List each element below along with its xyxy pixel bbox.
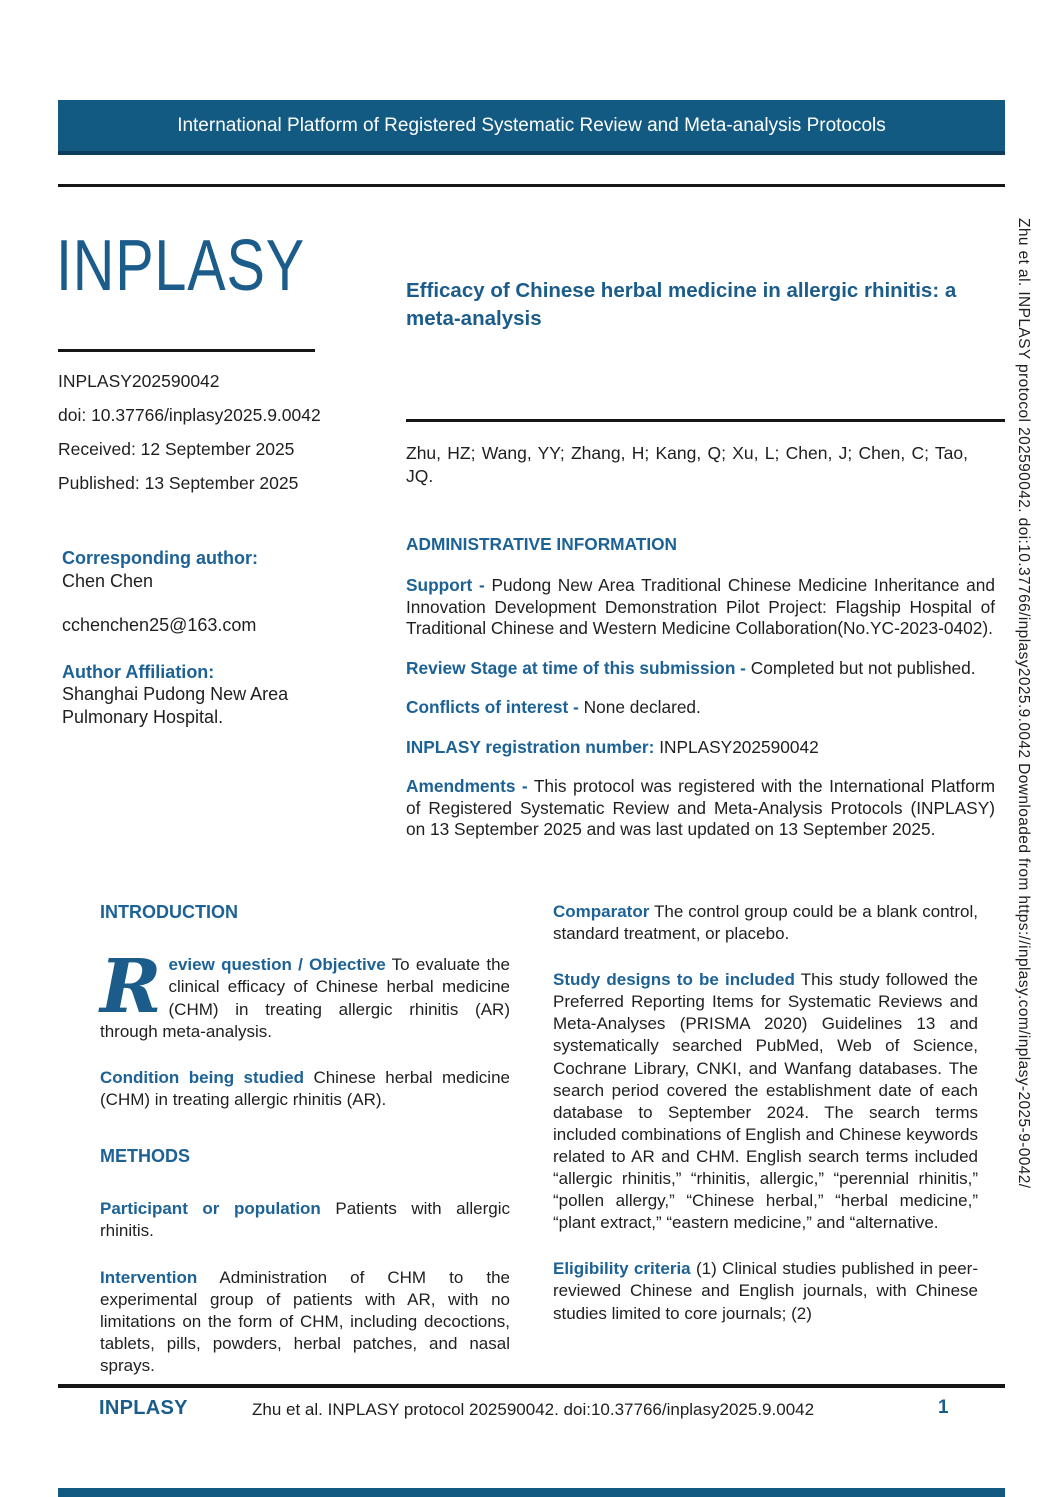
introduction-heading: INTRODUCTION	[100, 902, 238, 922]
eligibility-text: (1) Clinical studies published in peer-reviewed Chinese and English journals, with Chinese studies limited to core journals; (2)	[553, 1259, 978, 1323]
study-designs-paragraph	[553, 969, 978, 1234]
review-question-paragraph	[100, 944, 510, 1042]
top-divider	[58, 184, 1005, 187]
title-divider	[406, 419, 1005, 422]
admin-support	[406, 575, 995, 639]
body-right-column	[553, 901, 978, 1349]
admin-amendments-label: Amendments -	[406, 776, 528, 797]
participant-label: Participant or population	[100, 1199, 321, 1219]
admin-review-stage	[406, 658, 995, 679]
comparator-label: Comparator	[553, 902, 650, 921]
protocol-meta	[58, 371, 321, 507]
admin-amendments-text: This protocol was registered with the International Platform of Registered Systematic Review and Meta-Analysis Protocols (INPLASY) on 13 September 2025 and was last updated on 13 September 2025.	[406, 776, 995, 839]
condition-label: Condition being studied	[100, 1067, 304, 1087]
platform-banner	[58, 100, 1005, 155]
vertical-margin-citation: Zhu et al. INPLASY protocol 202590042. doi:10.37766/inplasy2025.9.0042 Downloaded from https://inplasy.com/inplasy-2025-9-0042/	[1015, 218, 1032, 1189]
admin-amendments	[406, 776, 995, 840]
intervention-paragraph	[100, 1267, 510, 1377]
registration-id: INPLASY202590042	[58, 371, 220, 391]
footer-inplasy-logo: INPLASY	[99, 1397, 188, 1419]
admin-registration	[406, 737, 995, 758]
condition-paragraph	[100, 1067, 510, 1111]
condition-text: Chinese herbal medicine (CHM) in treating allergic rhinitis (AR).	[100, 1067, 510, 1109]
intervention-label: Intervention	[100, 1267, 198, 1287]
affiliation-value: Shanghai Pudong New Area Pulmonary Hospital.	[62, 684, 289, 727]
bottom-blue-band	[58, 1488, 1005, 1497]
inplasy-logo: INPLASY	[56, 226, 305, 306]
review-question-label: eview question / Objective	[168, 955, 386, 975]
admin-conflicts	[406, 697, 995, 718]
received-line: Received: 12 September 2025	[58, 439, 295, 459]
admin-conflicts-text: None declared.	[583, 697, 701, 718]
author-list: Zhu, HZ; Wang, YY; Zhang, H; Kang, Q; Xu, L; Chen, J; Chen, C; Tao, JQ.	[406, 443, 968, 486]
logo-divider	[58, 349, 315, 352]
corresponding-author-email: cchenchen25@163.com	[62, 615, 257, 635]
doi-line: doi: 10.37766/inplasy2025.9.0042	[58, 405, 321, 425]
administrative-information	[406, 534, 995, 858]
admin-review-stage-text: Completed but not published.	[750, 657, 976, 678]
admin-review-stage-label: Review Stage at time of this submission -	[406, 657, 746, 678]
admin-support-text: Pudong New Area Traditional Chinese Medicine Inheritance and Innovation Development Demonstration Pilot Project: Flagship Hospital of Traditional Chinese and Western Medicine Collaboration(No.YC-2023-0402).	[406, 575, 995, 639]
body-left-column	[100, 901, 510, 1401]
admin-heading: ADMINISTRATIVE INFORMATION	[406, 534, 678, 554]
eligibility-label: Eligibility criteria	[553, 1259, 691, 1279]
corresponding-author-name: Chen Chen	[62, 570, 154, 591]
study-designs-label: Study designs to be included	[553, 970, 795, 990]
article-title: Efficacy of Chinese herbal medicine in allergic rhinitis: a meta-analysis	[406, 279, 957, 331]
published-line: Published: 13 September 2025	[58, 473, 299, 493]
platform-banner-text: International Platform of Registered Systematic Review and Meta-analysis Protocols	[177, 114, 886, 136]
correspondence-block	[62, 547, 352, 728]
affiliation-label: Author Affiliation:	[62, 661, 215, 682]
methods-heading: METHODS	[100, 1145, 190, 1166]
admin-registration-text: INPLASY202590042	[659, 736, 819, 757]
comparator-text: The control group could be a blank control, standard treatment, or placebo.	[553, 902, 978, 944]
intervention-text: Administration of CHM to the experimental group of patients with AR, with no limitations on the form of CHM, including decoctions, tablets, pills, powders, herbal patches, and nasal sprays.	[100, 1267, 510, 1375]
participant-paragraph	[100, 1198, 510, 1242]
admin-support-label: Support -	[406, 575, 485, 596]
footer-citation: Zhu et al. INPLASY protocol 202590042. doi:10.37766/inplasy2025.9.0042	[252, 1400, 815, 1419]
eligibility-paragraph	[553, 1258, 978, 1324]
corresponding-author-label: Corresponding author:	[62, 548, 258, 568]
admin-conflicts-label: Conflicts of interest -	[406, 697, 579, 718]
admin-registration-label: INPLASY registration number:	[406, 736, 655, 757]
review-question-text: To evaluate the clinical efficacy of Chinese herbal medicine (CHM) in treating allergic rhinitis (AR) through meta-analysis.	[100, 955, 510, 1041]
footer-divider	[58, 1384, 1005, 1388]
footer-page-number: 1	[938, 1397, 949, 1418]
comparator-paragraph	[553, 901, 978, 945]
participant-text: Patients with allergic rhinitis.	[100, 1199, 510, 1241]
dropcap-letter: R	[100, 944, 162, 1031]
study-designs-text: This study followed the Preferred Reporting Items for Systematic Reviews and Meta-Analyses (PRISMA 2020) Guidelines 13 and systematically searched PubMed, Web of Science, Cochrane Library, CNKI, and Wanfang databases. The search period covered the establishment date of each database to September 2024. The search terms included combinations of English and Chinese keywords related to AR and CHM. English search terms included “allergic rhinitis,” “rhinitis, allergic,” “perennial rhinitis,” “pollen allergy,” “Chinese herbal,” “herbal medicine,” “plant extract,” “eastern medicine,” and “alternative.	[553, 970, 978, 1233]
